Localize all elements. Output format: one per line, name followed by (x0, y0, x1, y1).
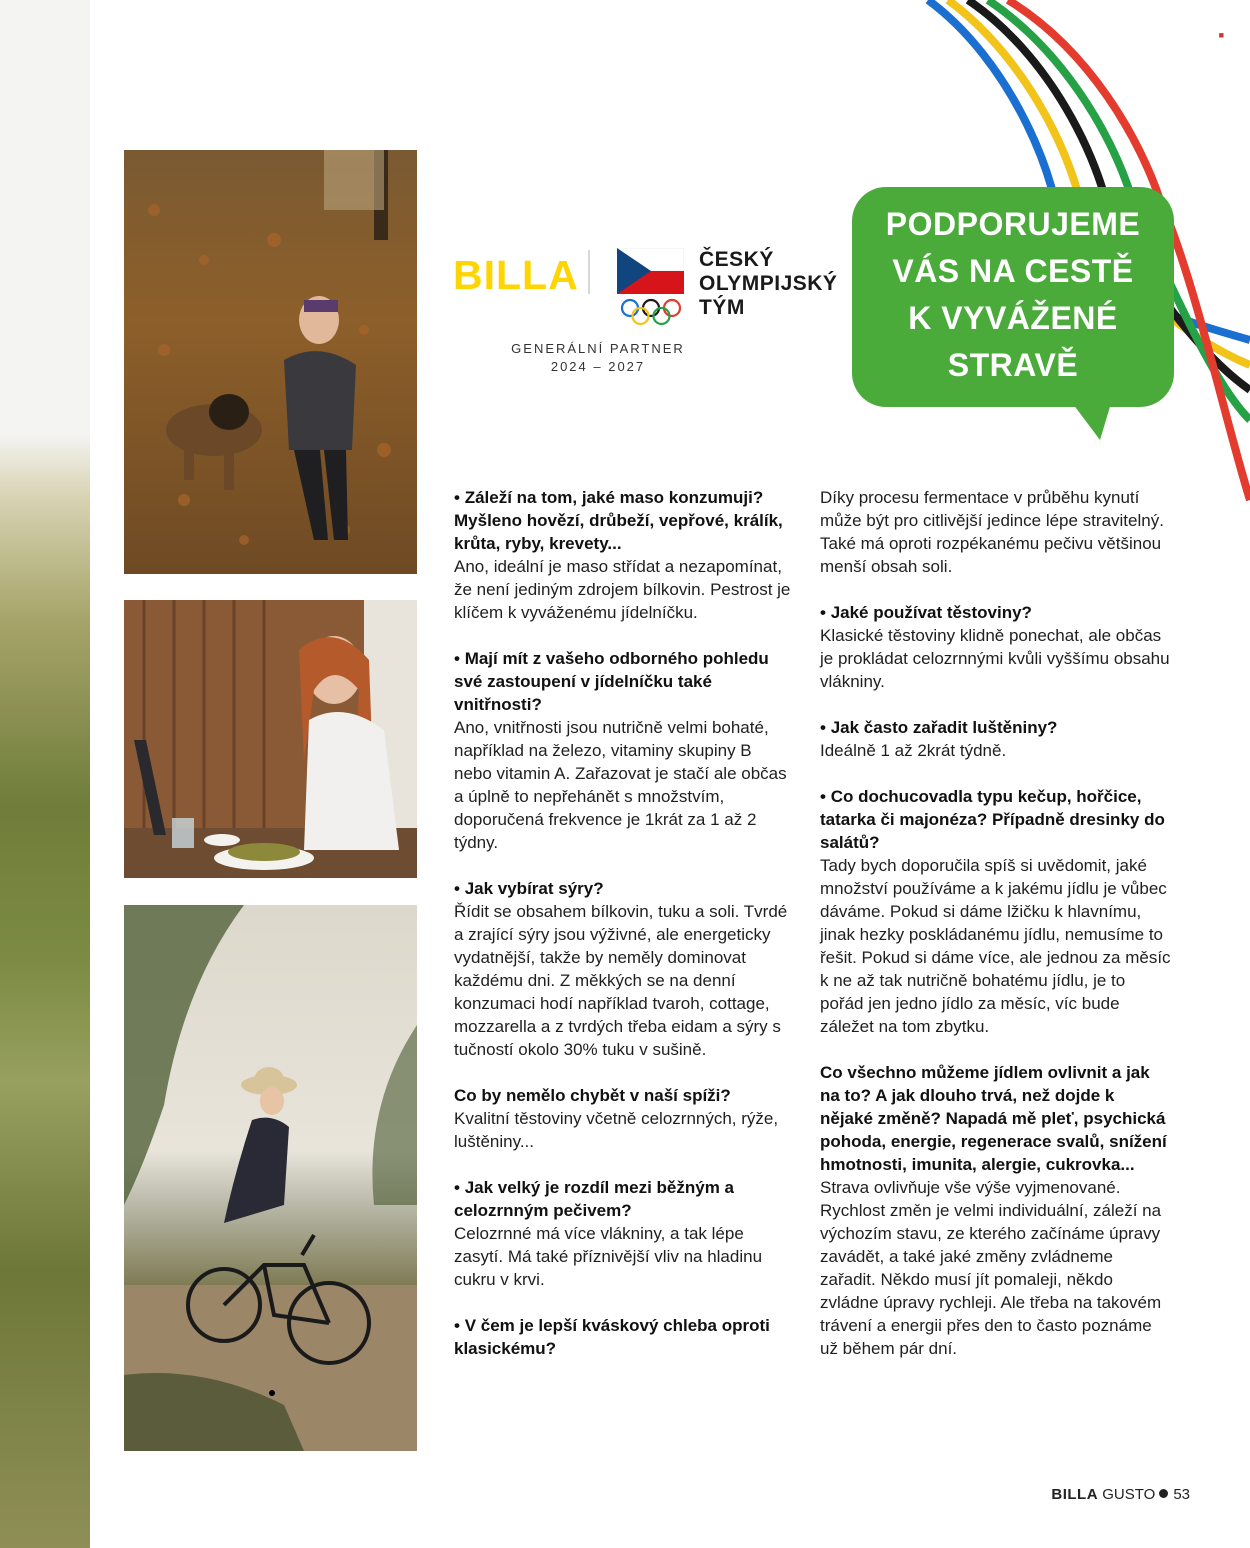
bullet: • (454, 879, 465, 898)
olympic-partner-logo (450, 248, 838, 378)
answer: Klasické těstoviny klidně ponechat, ale občas je prokládat celozrnnými kvůli vyššímu obsahu vlákniny. (820, 626, 1170, 691)
photo-woman-on-bicycle (124, 905, 417, 1451)
bullet: • (454, 649, 465, 668)
qa-item (820, 716, 1172, 762)
question (820, 785, 1172, 854)
bullet: • (820, 718, 831, 737)
qa-item (820, 601, 1172, 693)
qa-item (454, 1084, 794, 1153)
headline-line: K VYVÁŽENÉ (908, 300, 1118, 336)
answer: Tady bych doporučila spíš si uvědomit, jaké množství používáme a k jakému jídlu je vůbec dáváme. Pokud si dáme lžičku k hlavnímu, jinak hezky poskládanému jídlu, nemusíme to řešit. Pokud si dáme více, ale jednou za měsíc k ne až tak nutričně bohatému jídlu, je to pořád jen jedno jídlo za měsíc, víc bude záležet na tom zbytku. (820, 856, 1171, 1036)
bullet: • (454, 1178, 465, 1197)
qa-item (454, 1176, 794, 1291)
answer: Celozrnné má více vlákniny, a tak lépe zasytí. Má také příznivější vliv na hladinu cukru v krvi. (454, 1224, 763, 1289)
footer-magazine: GUSTO (1102, 1486, 1156, 1503)
answer: Díky procesu fermentace v průběhu kynutí může být pro citlivější jedince lépe stravitelný. Také má oproti rozpékanému pečivu většinou menší obsah soli. (820, 488, 1164, 576)
question (454, 647, 794, 716)
question-text: Jaké používat těstoviny? (830, 603, 1032, 622)
page-number: 53 (1173, 1486, 1190, 1503)
bullet: • (454, 488, 465, 507)
team-name-line: TÝM (699, 296, 745, 319)
bullet: • (820, 603, 831, 622)
footer-dot-icon (1159, 1489, 1168, 1498)
billa-logo: BILLA (453, 252, 579, 298)
headline-line: VÁS NA CESTĚ (892, 253, 1134, 289)
question (454, 1084, 794, 1107)
team-name-line: ČESKÝ (699, 248, 774, 271)
question-text: Mají mít z vašeho odborného pohledu své zastoupení v jídelníčku také vnitřnosti? (454, 649, 769, 714)
partner-label: GENERÁLNÍ PARTNER (511, 341, 685, 356)
page-footer (1051, 1486, 1190, 1503)
question (820, 601, 1172, 624)
question-text: V čem je lepší kváskový chleba oproti klasickému? (454, 1316, 770, 1358)
partner-years: 2024 – 2027 (550, 359, 646, 374)
answer: Kvalitní těstoviny včetně celozrnných, rýže, luštěniny... (454, 1109, 779, 1151)
interview-column-right (820, 486, 1172, 1383)
qa-item (454, 877, 794, 1061)
question (454, 486, 794, 555)
question (820, 1061, 1172, 1176)
qa-item (454, 486, 794, 624)
question (454, 1314, 794, 1360)
answer: Ano, vnitřnosti jsou nutričně velmi bohaté, například na železo, vitaminy skupiny B nebo vitamin A. Zařazovat je stačí ale občas a úplně to nepřehánět s množstvím, doporučená frekvence je 1krát za 1 až 2 týdny. (454, 718, 787, 852)
team-name-line: OLYMPIJSKÝ (699, 272, 838, 295)
bullet: • (454, 1316, 465, 1335)
answer: Ideálně 1 až 2krát týdně. (820, 741, 1007, 760)
answer: Strava ovlivňuje vše výše vyjmenované. Rychlost změn je velmi individuální, záleží na výchozím stavu, ze kterého začínáme úpravy zavádět, a také jaké změny zvládneme zařadit. Někdo musí jít pomaleji, někdo zvládne úpravy rychleji. Ale třeba na takovém trávení a energii přes den to často poznáme už během pár dní. (820, 1178, 1162, 1358)
logo-divider (588, 250, 590, 294)
headline-line: STRAVĚ (947, 347, 1079, 383)
photo-woman-with-laptop (124, 600, 417, 878)
qa-item (820, 1061, 1172, 1360)
qa-item (820, 785, 1172, 1038)
question (454, 877, 794, 900)
question (454, 1176, 794, 1222)
answer: Řídit se obsahem bílkovin, tuku a soli. Tvrdé a zrající sýry jsou výživné, ale energeticky vydatnější, takže by neměly dominovat každému dni. Z měkkých se na denní konzumaci hodí například tvaroh, cottage, mozzarella a z tvrdých třeba eidam a sýry s tučností okolo 30% tuku v sušině. (454, 902, 788, 1059)
question-text: Co všechno můžeme jídlem ovlivnit a jak na to? A jak dlouho trvá, než dojde k nějaké změně? Napadá mě pleť, psychická pohoda, energie, regenerace svalů, snížení hmotnosti, imunita, alergie, cukrovka... (820, 1063, 1167, 1174)
olympic-team-name (699, 248, 837, 320)
photo-woman-with-dog (124, 150, 417, 574)
interview-column-left (454, 486, 794, 1383)
question-text: Co by nemělo chybět v naší spíži? (454, 1086, 731, 1105)
qa-item (454, 1314, 794, 1360)
question-text: Jak velký je rozdíl mezi běžným a celozrnným pečivem? (454, 1178, 734, 1220)
headline-line: PODPORUJEME (885, 206, 1141, 242)
question-text: Co dochucovadla typu kečup, hořčice, tatarka či majonéza? Případně dresinky do salátů? (820, 787, 1165, 852)
question-text: Záleží na tom, jaké maso konzumuji? Myšleno hovězí, drůbeží, vepřové, králík, krůta, ryby, krevety... (454, 488, 783, 553)
qa-item (820, 486, 1172, 578)
corner-mark-icon: ■ (1218, 30, 1224, 40)
left-edge-photo-strip (0, 0, 90, 1548)
speech-bubble-headline (852, 201, 1174, 389)
czech-flag-icon (617, 248, 684, 294)
question-text: Jak často zařadit luštěniny? (830, 718, 1058, 737)
bullet: • (820, 787, 831, 806)
answer: Ano, ideální je maso střídat a nezapomínat, že není jediným zdrojem bílkovin. Pestrost je klíčem k vyváženému jídelníčku. (454, 557, 791, 622)
olympic-rings-icon (620, 298, 682, 326)
footer-brand: BILLA (1051, 1486, 1099, 1503)
question-text: Jak vybírat sýry? (464, 879, 604, 898)
qa-item (454, 647, 794, 854)
question (820, 716, 1172, 739)
